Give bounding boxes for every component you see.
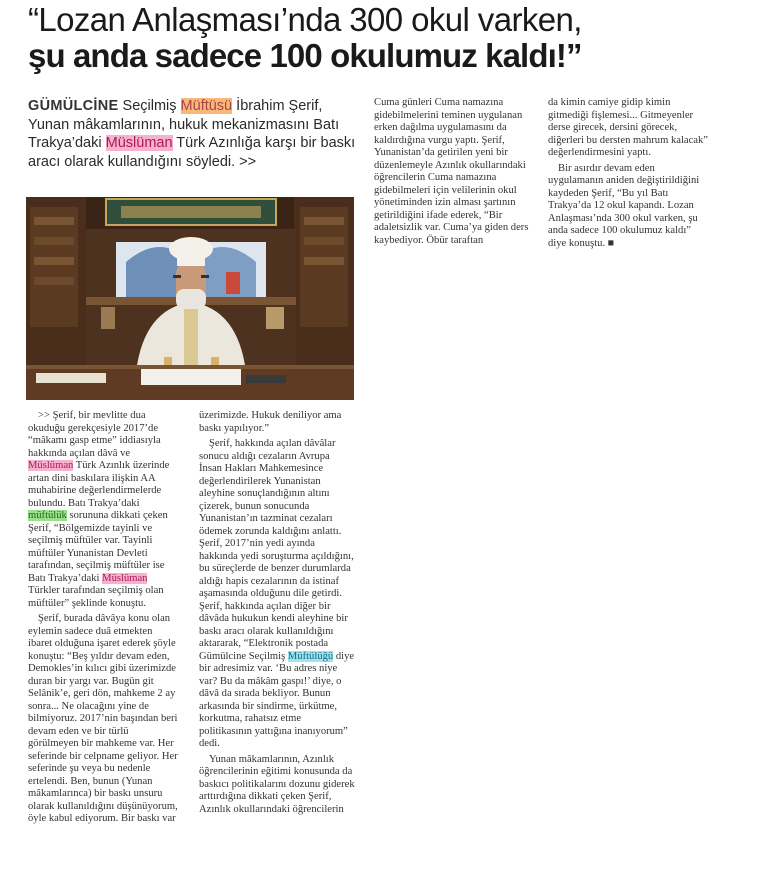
col2-text-a: Şerif, hakkında açılan dâvâlar sonucu aldığı cezaların Avrupa İnsan Hakları Mahkemesince değerlendirilerek Yunanistan aleyhine sonuçlandığının altını çizerek, bunun sonucunda Yunanistan’ın tazminat cezaları ödemek zorunda kaldığını anlattı. Şerif, 2017’nin yedi ayında hakkında yedi soruşturma açıldığını, bu süreçlerde de benzer durumlarda aldığı hapis cezalarının da istinaf aşamasında olduğunu dile getirdi. Şerif, hakkında açılan diğer bir dâvâda hukukun kendi aleyhine bir baskı aracı olarak kullanıldığını aktararak, “Elektronik postada Gümülcine Seçilmiş [199, 438, 354, 662]
col3-paragraph-1: Cuma günleri Cuma namazına gidebilmelerini teminen uygulanan erken dağılma uygulamasını da kaldırdığına vurgu yaptı. Şerif, Yunanistan’da getirilen yeni bir düzenlemeyle Azınlık okullarındaki öğrencilerin Cuma namazına gidebilmeleri için velilerinin okul yönetiminden izin alması şartının getirildiğini ifade ederek, “Bir adaletsizlik var. Cuma’ya giden ders kaybediyor. Öbür taraftan [374, 97, 529, 246]
headline-line-2: şu anda sadece 100 okulumuz kaldı!” [28, 37, 582, 74]
col1-text-a: >> Şerif, bir mevlitte dua okuduğu gerekçesiyle 2017’de “mâkamı gasp etme” iddiasıyla hakkında açılan dâvâ ve [28, 410, 161, 459]
col2-paragraph-2 [199, 438, 355, 751]
highlight-musluman: Müslüman [105, 135, 173, 152]
highlight-muftulugu: Müftülüğü [287, 650, 334, 662]
col1-paragraph-2: Şerif, burada dâvâya konu olan eylemin sadece duâ etmekten ibaret olduğuna işaret ederek şöyle konuştu: “Beş yıldır devam eden, Demokles’in kılıcı gibi üzerimizde duran bir yargı var. Bugün git Selânik’e, geri dön, mahkeme 2 ay sonra... Ne olacağını yine de bilmiyoruz. 2017’nin başından beri devam eden ve bir türlü görülmeyen bir mahkeme var. Her seferinde bir celpname geliyor. Her seferinde şu veya bu nedenle ertelendi. Ben, bunun (Yunan mâkamlarınca) bir baskı unsuru olarak kullanıldığını düşünüyorum, öyle kabul ediyorum. Bir baskı var [28, 613, 178, 824]
dateline: GÜMÜLCİNE [28, 98, 119, 114]
article-column-4 [548, 97, 708, 250]
col1-paragraph-1 [28, 410, 178, 610]
highlight-muftusu: Müftüsü [180, 98, 233, 114]
article-column-3 [374, 97, 529, 247]
photo-illustration [26, 197, 354, 400]
col4-paragraph-2: Bir asırdır devam eden uygulamanın aniden değiştirildiğini kaydeden Şerif, “Bu yıl Batı Trakya’da 12 okul kapandı. Lozan Anlaşması’nda 300 okul varken, şu anda sadece 100 okulumuz kaldı” diye konuştu. ■ [548, 162, 700, 249]
lead-text-2: İbrahim Şerif, Yunan mâkamlarının, hukuk mekanizmasını Batı Trakya’daki [28, 98, 340, 152]
lead-text-3: Türk Azınlığa karşı bir baskı aracı olarak kullandığını söyledi. >> [28, 135, 356, 170]
highlight-muftuluk: müftülük [28, 510, 67, 521]
col2-paragraph-1: üzerimizde. Hukuk deniliyor ama baskı yapılıyor.” [199, 410, 342, 434]
col4-paragraph-1: da kimin camiye gidip kimin gitmediği fişlemesi... Gitmeyenler derse girecek, dersini görecek, diğerleri bu dersten mahrum kalacak” değerlendirmesini yaptı. [548, 97, 709, 158]
photo-mufti-portrait [26, 197, 354, 400]
col1-text-c: sorununa dikkati çeken Şerif, “Bölgemizde tayinli ve seçilmiş müftüler var. Tayinli müftüler Yunanistan Devleti tarafından, seçilmiş müftüler ise Batı Trakya’daki [28, 510, 168, 584]
col1-text-d: Türkler tarafından seçilmiş olan müftüler” şeklinde konuştu. [28, 585, 164, 609]
lead-paragraph [28, 97, 363, 171]
col2-paragraph-3: Yunan mâkamlarının, Azınlık öğrencilerinin eğitimi konusunda da baskıcı politikalarını dozunu giderek arttırdığına dikkati çeken Şerif, Azınlık okullarındaki öğrencilerin [199, 753, 355, 815]
highlight-musluman-2: Müslüman [102, 572, 148, 584]
col2-text-b: diye bir adresimiz var. ‘Bu adres niye var? Bu da mâkâm gaspı!’ diye, o dâvâ da sırada bekliyor. Bunun arkasında bir sindirme, ürkütme, korkutma, rahatsız etme politikasının yattığına inanıyorum” dedi. [199, 650, 355, 749]
lead-text-1: Seçilmiş [118, 98, 181, 114]
highlight-musluman-1: Müslüman [28, 460, 74, 471]
article-column-1 [28, 410, 178, 826]
article-column-2 [199, 410, 355, 816]
headline [28, 2, 768, 74]
headline-line-1: “Lozan Anlaşması’nda 300 okul varken, [28, 1, 582, 38]
col1-text-b: Türk Azınlık üzerinde artan dini baskılara ilişkin AA muhabirine değerlendirmelerde bulundu. Batı Trakya’daki [28, 460, 170, 509]
